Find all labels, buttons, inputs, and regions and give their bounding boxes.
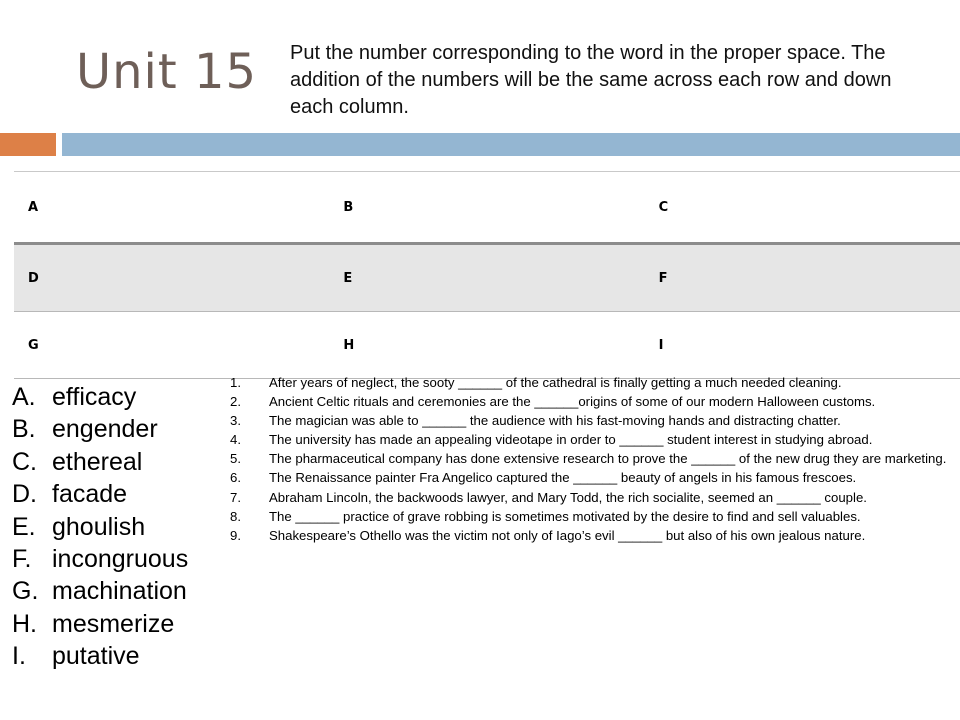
word-label: E. [12,512,36,541]
word-item [12,446,188,478]
word-label: C. [12,447,37,476]
sentence-number: 6. [230,470,241,486]
word-label: B. [12,415,36,444]
sentence-item [230,490,952,506]
grid-row [14,312,960,379]
sentence-text: The university has made an appealing videotape in order to ______ student interest in studying abroad. [269,432,873,448]
word-label: I. [12,642,26,671]
sentence-item [230,394,952,410]
accent-bar-blue [62,133,960,156]
grid-cell-d: D [14,244,329,312]
word-label: A. [12,383,36,411]
word-item [12,511,188,543]
word-label: G. [12,577,39,606]
sentence-number: 5. [230,451,241,467]
word-text: engender [52,415,158,444]
word-item [12,543,188,575]
sentence-item [230,528,952,544]
word-text: mesmerize [52,609,175,638]
accent-bar-orange [0,133,56,156]
sentence-text: Abraham Lincoln, the backwoods lawyer, and Mary Todd, the rich socialite, seemed an ______ couple. [269,489,867,505]
word-text: machination [52,577,187,606]
word-item [12,478,188,510]
word-text: incongruous [52,545,189,574]
sentence-number: 2. [230,394,241,410]
sentence-text: Ancient Celtic rituals and ceremonies are the ______origins of some of our modern Halloween customs. [269,394,876,410]
word-item [12,413,188,445]
grid-cell-b: B [329,172,644,244]
sentence-number: 1. [230,375,241,390]
word-list [12,381,188,673]
grid-cell-g: G [14,312,329,379]
sentence-item [230,432,952,448]
sentence-item [230,413,952,429]
word-text: efficacy [52,383,137,411]
sentence-text: The Renaissance painter Fra Angelico captured the ______ beauty of angels in his famous frescoes. [269,470,857,486]
word-text: ethereal [52,447,143,476]
word-item [12,381,188,413]
sentence-text: Shakespeare’s Othello was the victim not only of Iago’s evil ______ but also of his own jealous nature. [269,527,866,543]
sentence-list [230,375,952,547]
grid-cell-i: I [645,312,960,379]
instructions-text: Put the number corresponding to the word in the proper space. The addition of the numbers will be the same across each row and down each column. [290,42,892,118]
page-title: Unit 15 [76,44,258,100]
grid-row [14,244,960,312]
sentence-number: 4. [230,432,241,448]
sentence-number: 3. [230,413,241,429]
sentence-number: 8. [230,508,241,524]
word-label: H. [12,609,37,638]
word-text: facade [52,480,128,509]
sentence-number: 7. [230,489,241,505]
grid-cell-c: C [645,172,960,244]
word-label: F. [12,545,32,574]
word-item [12,608,188,640]
grid-cell-e: E [329,244,644,312]
sentence-item [230,375,952,391]
sentence-text: The ______ practice of grave robbing is sometimes motivated by the desire to find and sell valuables. [269,508,861,524]
word-text: putative [52,642,140,671]
grid-cell-a: A [14,172,329,244]
sentence-item [230,509,952,525]
grid-cell-h: H [329,312,644,379]
sentence-item [230,451,952,467]
word-item [12,640,188,672]
word-label: D. [12,480,37,509]
magic-square-grid [14,171,960,379]
sentence-text: The pharmaceutical company has done extensive research to prove the ______ of the new drug they are marketing. [269,451,947,467]
sentence-text: The magician was able to ______ the audience with his fast-moving hands and distracting chatter. [269,413,841,429]
word-text: ghoulish [52,512,146,541]
grid-cell-f: F [645,244,960,312]
grid-row [14,172,960,244]
sentence-text: After years of neglect, the sooty ______ of the cathedral is finally getting a much needed cleaning. [269,375,842,390]
sentence-number: 9. [230,527,241,543]
word-item [12,575,188,607]
sentence-item [230,470,952,486]
